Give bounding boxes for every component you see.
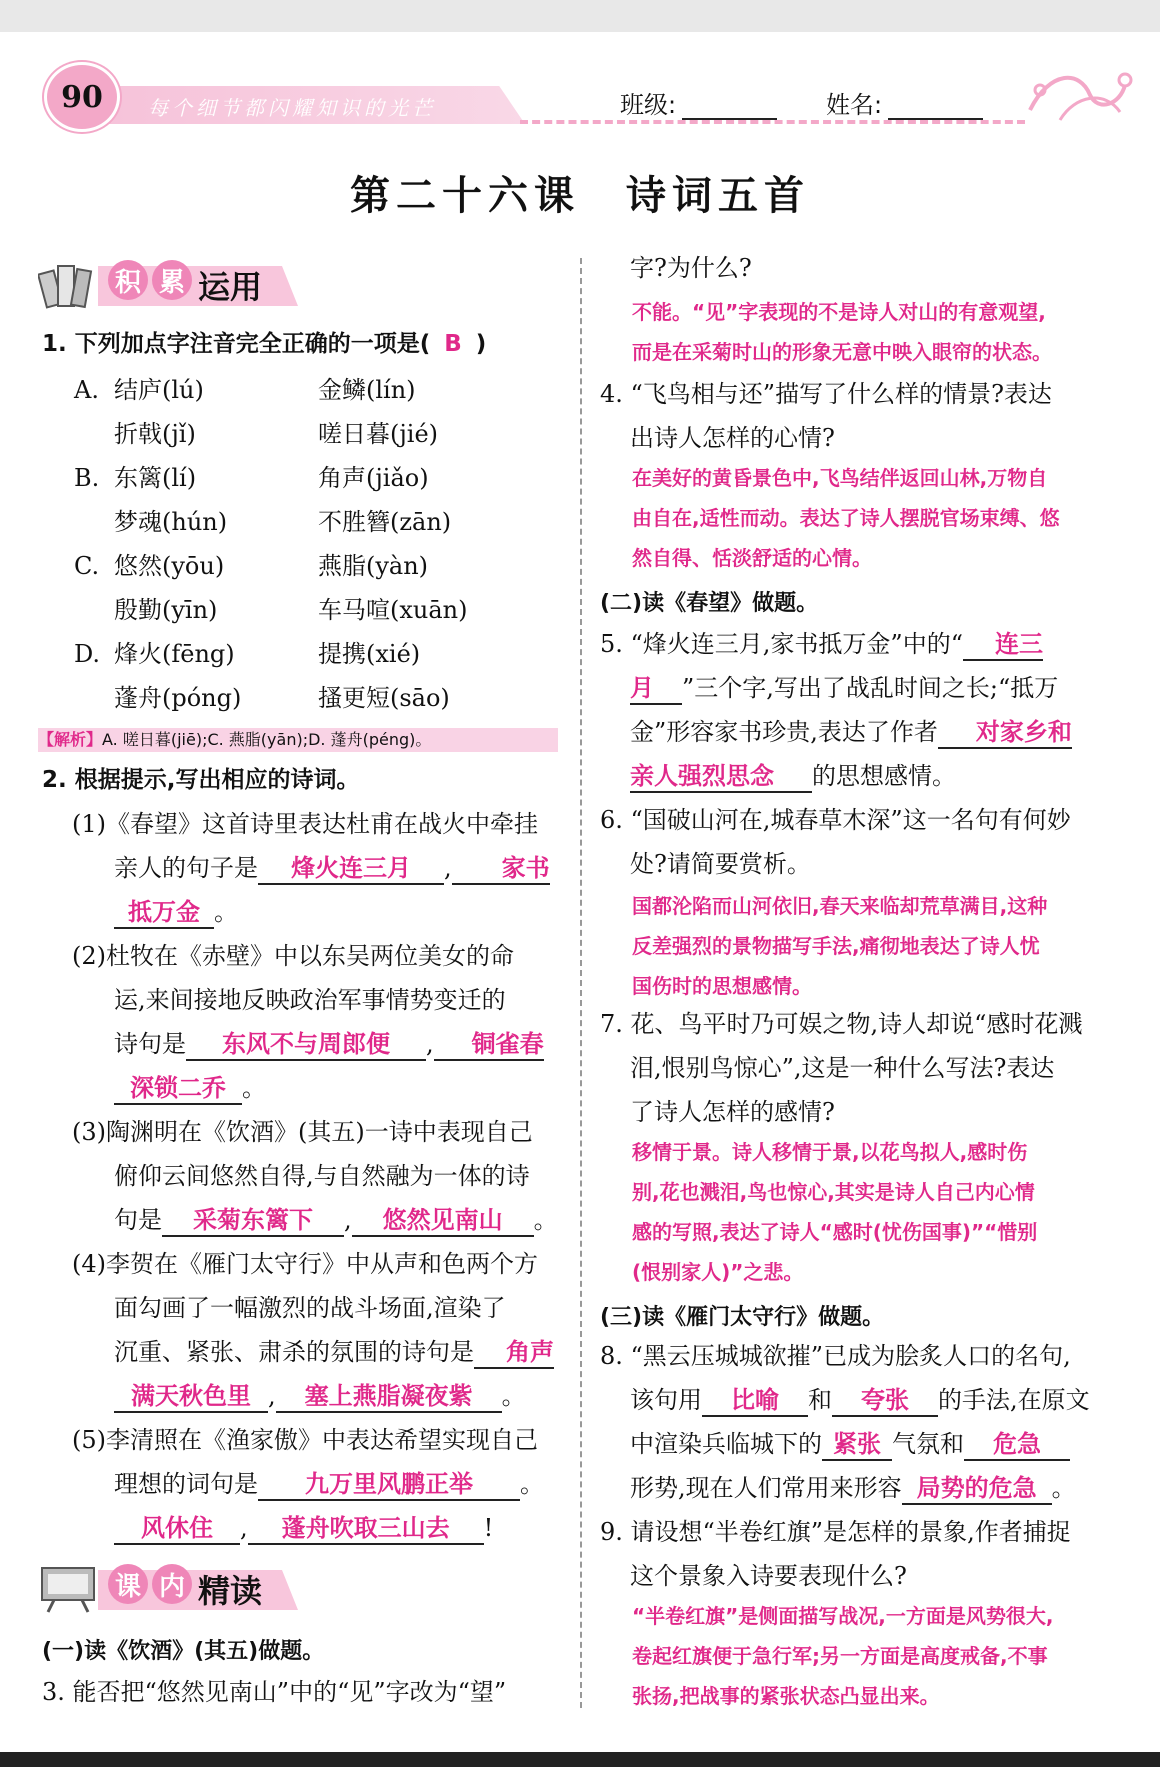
q1-option-label: B. [74,464,100,492]
header-dashed-line [520,120,1025,124]
q6-line1: 6. “国破山河在,城春草木深”这一名句有何妙 [600,806,1071,834]
q2-p3-line1: (3)陶渊明在《饮酒》(其五)一诗中表现自己 [72,1118,533,1146]
class-blank [682,118,777,120]
q2-p1-line2: 亲人的句子是 烽火连三月 , 家书 [114,850,550,886]
q2-p2-line2: 运,来间接地反映政治军事情势变迁的 [114,986,506,1014]
q7-answer: 移情于景。诗人移情于景,以花鸟拟人,感时伤 别,花也溅泪,鸟也惊心,其实是诗人自己内心情 感的写照,表达了诗人“感时(忧伤国事)”“惜别 (恨别家人)”之悲。 [632,1140,1038,1284]
q2-stem: 2. 根据提示,写出相应的诗词。 [42,767,360,793]
q1-option-item: 搔更短(sāo) [318,684,450,712]
q7-line1: 7. 花、鸟平时乃可娱之物,诗人却说“感时花溅 [600,1010,1083,1038]
q4-line2: 出诗人怎样的心情? [630,424,835,452]
q1-option-label: C. [74,552,100,580]
q1-option-item: 燕脂(yàn) [318,552,429,580]
reading1-heading: (一)读《饮酒》(其五)做题。 [42,1639,325,1664]
q3-line1: 3. 能否把“悠然见南山”中的“见”字改为“望” [42,1678,507,1706]
q5-line4: 亲人强烈思念 的思想感情。 [630,758,956,794]
banner-char: 累 [152,260,192,300]
q5-line3: 金”形容家书珍贵,表达了作者 对家乡和 [630,714,1072,750]
q1-option-item: 蓬舟(póng) [114,684,242,712]
q1-option-item: 金鳞(lín) [318,376,416,404]
q2-p4-line1: (4)李贺在《雁门太守行》中从声和色两个方 [72,1250,538,1278]
banner-word: 精读 [198,1572,263,1610]
q1-option-item: 东篱(lí) [114,464,197,492]
name-label: 姓名: [826,91,883,119]
name-blank [888,118,983,120]
q2-p3-line3: 句是 采菊东篱下 , 悠然见南山 。 [114,1202,558,1238]
q1-option-item: 折戟(jǐ) [114,420,196,448]
q1-option-label: A. [74,376,99,404]
reading3-heading: (三)读《雁门太守行》做题。 [600,1305,885,1330]
blackboard-icon [38,1562,98,1614]
section-banner-accumulate [38,258,298,310]
q9-line1: 9. 请设想“半卷红旗”是怎样的景象,作者捕捉 [600,1518,1071,1546]
name-field [826,85,983,120]
q2-p5-line3: 风休住 , 蓬舟吹取三山去 ! [114,1510,493,1546]
q1-option-item: 结庐(lú) [114,376,204,404]
q6-line2: 处?请简要赏析。 [630,850,811,878]
header-motto: 每个细节都闪耀知识的光芒 [148,96,436,120]
books-icon [38,258,96,310]
q8-line1: 8. “黑云压城城欲摧”已成为脍炙人口的名句, [600,1342,1071,1370]
page-number: 90 [44,62,120,132]
q2-p5-line1: (5)李清照在《渔家傲》中表达希望实现自己 [72,1426,538,1454]
q2-p4-line3: 沉重、紧张、肃杀的氛围的诗句是 角声 [114,1334,554,1370]
q8-line4: 形势,现在人们常用来形容 局势的危急 。 [630,1470,1076,1506]
q6-answer: 国都沦陷而山河依旧,春天来临却荒草满目,这种 反差强烈的景物描写手法,痛彻地表达了诗人忧 国伤时的思想感情。 [632,894,1048,998]
banner-char: 内 [152,1564,192,1604]
q8-line2: 该句用 比喻 和 夸张 的手法,在原文 [630,1382,1090,1418]
q1-answer: B [444,331,462,357]
page-bottom-edge [0,1752,1160,1767]
banner-char: 积 [108,260,148,300]
q1-option-item: 角声(jiǎo) [318,464,429,492]
lesson-title: 第二十六课 诗词五首 [350,172,810,219]
column-divider [580,258,582,1708]
q2-p4-line4: 满天秋色里 , 塞上燕脂凝夜紫 。 [114,1378,526,1414]
reading2-heading: (二)读《春望》做题。 [600,591,819,616]
q1-option-item: 车马喧(xuān) [318,596,468,624]
q9-line2: 这个景象入诗要表现什么? [630,1562,907,1590]
q2-p4-line2: 面勾画了一幅激烈的战斗场面,渲染了 [114,1294,506,1322]
q1-option-label: D. [74,640,101,668]
page-top-edge [0,0,1160,32]
class-label: 班级: [620,91,677,119]
q1-option-item: 殷勤(yīn) [114,596,218,624]
q1-option-item: 不胜簪(zān) [318,508,452,536]
q1-stem: 1. 下列加点字注音完全正确的一项是( B ) [42,331,487,357]
q1-option-item: 梦魂(hún) [114,508,228,536]
q5-line1: 5. “烽火连三月,家书抵万金”中的“ 连三 [600,626,1043,662]
q5-line2: 月 ”三个字,写出了战乱时间之长;“抵万 [630,670,1058,706]
q1-option-item: 悠然(yōu) [114,552,225,580]
banner-char: 课 [108,1564,148,1604]
banner-word: 运用 [198,268,263,306]
q1-analysis: 【解析】A. 嗟日暮(jiē);C. 燕脂(yān);D. 蓬舟(péng)。 [38,728,558,752]
q2-p2-line1: (2)杜牧在《赤壁》中以东吴两位美女的命 [72,942,514,970]
q9-answer: “半卷红旗”是侧面描写战况,一方面是风势很大, 卷起红旗便于急行军;另一方面是高度戒备,不事 张扬,把战事的紧张状态凸显出来。 [632,1604,1054,1708]
q1-option-item: 嗟日暮(jié) [318,420,439,448]
q2-p5-line2: 理想的词句是 九万里风鹏正举 。 [114,1466,544,1502]
q2-p3-line2: 俯仰云间悠然自得,与自然融为一体的诗 [114,1162,530,1190]
q8-line3: 中渲染兵临城下的 紧张 气氛和 危急 [630,1426,1070,1462]
section-banner-intensive [38,1562,298,1614]
q1-option-item: 烽火(fēng) [114,640,235,668]
q2-p1-line3: 抵万金 。 [114,894,238,930]
q2-p1-line1: (1)《春望》这首诗里表达杜甫在战火中牵挂 [72,810,538,838]
q3-answer: 不能。“见”字表现的不是诗人对山的有意观望, 而是在采菊时山的形象无意中映入眼帘的状态。 [632,300,1052,364]
q2-p2-line4: 深锁二乔 。 [114,1070,266,1106]
class-field [620,85,777,120]
flourish-ornament-icon [1020,50,1140,130]
q7-line2: 泪,恨别鸟惊心”,这是一种什么写法?表达 [630,1054,1055,1082]
q7-line3: 了诗人怎样的感情? [630,1098,835,1126]
q1-option-item: 提携(xié) [318,640,421,668]
q3-line2: 字?为什么? [630,254,752,282]
q4-answer: 在美好的黄昏景色中,飞鸟结伴返回山林,万物自 由自在,适性而动。表达了诗人摆脱官场束缚、悠 然自得、恬淡舒适的心情。 [632,466,1060,570]
q4-line1: 4. “飞鸟相与还”描写了什么样的情景?表达 [600,380,1052,408]
q2-p2-line3: 诗句是 东风不与周郎便 , 铜雀春 [114,1026,544,1062]
